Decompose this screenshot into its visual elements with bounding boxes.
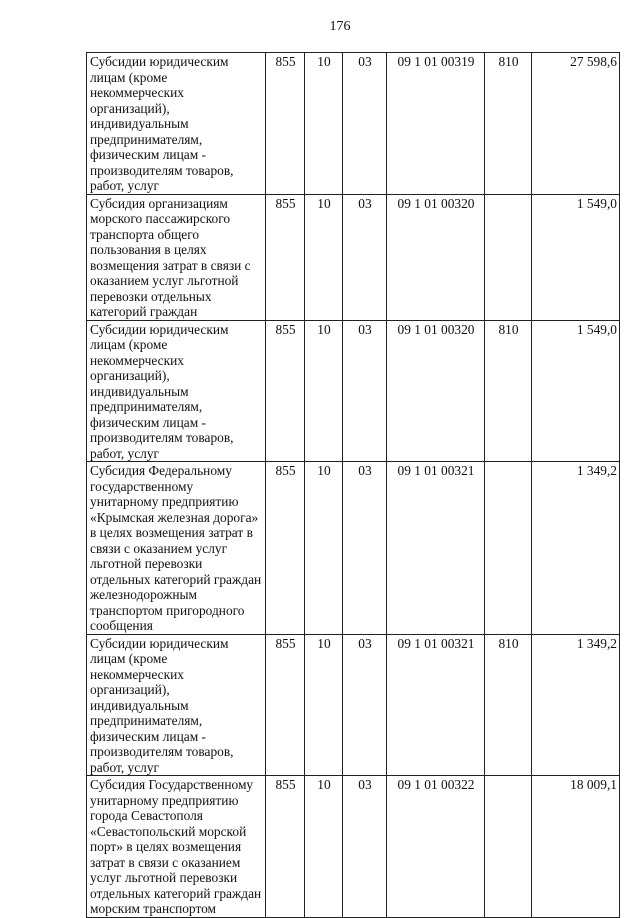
expense-type-cell: 810 (485, 320, 532, 462)
department-code-cell: 855 (266, 194, 305, 320)
subsection-cell: 03 (343, 53, 387, 195)
department-code-cell: 855 (266, 776, 305, 918)
expense-type-cell: 810 (485, 53, 532, 195)
section-cell: 10 (305, 320, 343, 462)
target-article-cell: 09 1 01 00319 (387, 53, 485, 195)
expense-name-cell: Субсидии юридическим лицам (кроме некоммерческих организаций), индивидуальным предпринимателям, физическим лицам - производителям товаров, работ, услуг (87, 634, 266, 776)
amount-cell: 18 009,1 (532, 776, 620, 918)
target-article-cell: 09 1 01 00320 (387, 194, 485, 320)
section-cell: 10 (305, 462, 343, 635)
amount-cell: 1 549,0 (532, 194, 620, 320)
expense-type-cell (485, 194, 532, 320)
subsection-cell: 03 (343, 462, 387, 635)
target-article-cell: 09 1 01 00322 (387, 776, 485, 918)
table-row (87, 320, 620, 462)
expense-type-cell: 810 (485, 634, 532, 776)
subsection-cell: 03 (343, 634, 387, 776)
section-cell: 10 (305, 194, 343, 320)
page-number: 176 (329, 19, 351, 34)
expense-name-cell: Субсидия организациям морского пассажирского транспорта общего пользования в целях возмещения затрат в связи с оказанием услуг льготной перевозки отдельных категорий граждан (87, 194, 266, 320)
expense-name-cell: Субсидия Государственному унитарному предприятию города Севастополя «Севастопольский морской порт» в целях возмещения затрат в связи с оказанием услуг льготной перевозки отдельных категорий граждан морским транспортом (87, 776, 266, 918)
amount-cell: 1 349,2 (532, 462, 620, 635)
amount-cell: 1 549,0 (532, 320, 620, 462)
amount-cell: 27 598,6 (532, 53, 620, 195)
table-row (87, 194, 620, 320)
table-row (87, 53, 620, 195)
table-row (87, 776, 620, 918)
target-article-cell: 09 1 01 00320 (387, 320, 485, 462)
section-cell: 10 (305, 776, 343, 918)
table-row (87, 634, 620, 776)
expense-name-cell: Субсидии юридическим лицам (кроме некоммерческих организаций), индивидуальным предпринимателям, физическим лицам - производителям товаров, работ, услуг (87, 320, 266, 462)
subsection-cell: 03 (343, 194, 387, 320)
section-cell: 10 (305, 634, 343, 776)
subsection-cell: 03 (343, 320, 387, 462)
department-code-cell: 855 (266, 53, 305, 195)
department-code-cell: 855 (266, 320, 305, 462)
expense-name-cell: Субсидия Федеральному государственному унитарному предприятию «Крымская железная дорога» в целях возмещения затрат в связи с оказанием услуг льготной перевозки отдельных категорий граждан железнодорожным транспортом пригородного сообщения (87, 462, 266, 635)
amount-cell: 1 349,2 (532, 634, 620, 776)
budget-table (86, 52, 620, 918)
section-cell: 10 (305, 53, 343, 195)
table-row (87, 462, 620, 635)
expense-type-cell (485, 462, 532, 635)
department-code-cell: 855 (266, 462, 305, 635)
target-article-cell: 09 1 01 00321 (387, 634, 485, 776)
subsection-cell: 03 (343, 776, 387, 918)
expense-name-cell: Субсидии юридическим лицам (кроме некоммерческих организаций), индивидуальным предпринимателям, физическим лицам - производителям товаров, работ, услуг (87, 53, 266, 195)
target-article-cell: 09 1 01 00321 (387, 462, 485, 635)
department-code-cell: 855 (266, 634, 305, 776)
expense-type-cell (485, 776, 532, 918)
